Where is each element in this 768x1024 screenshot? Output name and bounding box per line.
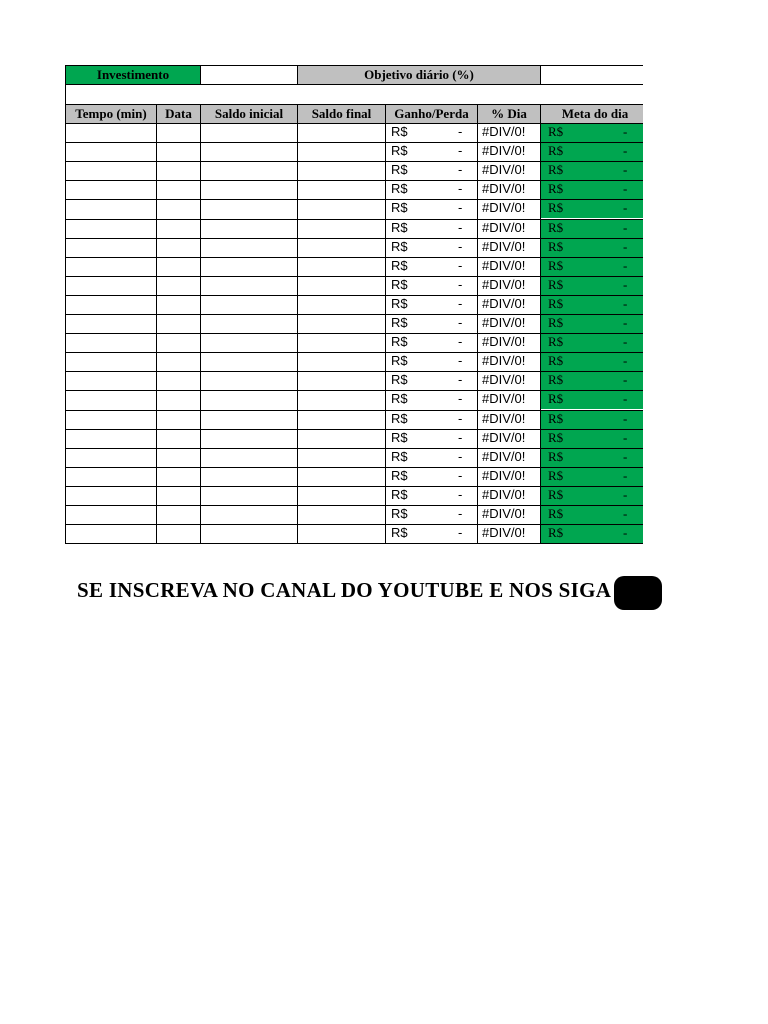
saldo-inicial-cell[interactable]	[200, 123, 297, 142]
meta-value: -	[623, 467, 628, 483]
grid-row-line	[65, 410, 643, 411]
saldo-final-cell[interactable]	[297, 219, 385, 238]
header-ganho-perda: Ganho/Perda	[385, 104, 478, 124]
grid-row-line	[65, 142, 643, 143]
meta-currency: R$	[548, 181, 564, 197]
tempo-cell[interactable]	[65, 448, 156, 467]
ganho-currency: R$	[391, 162, 408, 178]
tempo-cell[interactable]	[65, 505, 156, 524]
percent-dia-value: #DIV/0!	[482, 506, 526, 521]
meta-currency: R$	[548, 200, 564, 216]
objetivo-label: Objetivo diário (%)	[297, 65, 541, 85]
grid-row-line	[65, 505, 643, 506]
data-cell[interactable]	[156, 524, 200, 543]
saldo-final-cell[interactable]	[297, 410, 385, 429]
saldo-final-cell[interactable]	[297, 276, 385, 295]
ganho-currency: R$	[391, 315, 408, 330]
ganho-value: -	[458, 181, 463, 197]
saldo-inicial-cell[interactable]	[200, 238, 297, 257]
ganho-currency: R$	[391, 257, 408, 273]
percent-dia-value: #DIV/0!	[482, 429, 526, 445]
meta-value: -	[623, 162, 628, 178]
data-cell[interactable]	[156, 314, 200, 333]
ganho-value: -	[458, 124, 463, 139]
ganho-value: -	[458, 372, 463, 388]
meta-value: -	[623, 372, 628, 388]
saldo-inicial-cell[interactable]	[200, 390, 297, 409]
tempo-cell[interactable]	[65, 371, 156, 390]
meta-currency: R$	[548, 257, 564, 273]
meta-currency: R$	[548, 429, 564, 445]
tempo-cell[interactable]	[65, 276, 156, 295]
grid-row-line	[65, 180, 643, 181]
meta-value: -	[623, 315, 628, 330]
saldo-inicial-cell[interactable]	[200, 371, 297, 390]
ganho-currency: R$	[391, 486, 408, 502]
percent-dia-value: #DIV/0!	[482, 486, 526, 502]
grid-row-line	[65, 448, 643, 449]
percent-dia-value: #DIV/0!	[482, 410, 526, 426]
saldo-inicial-cell[interactable]	[200, 199, 297, 218]
ganho-value: -	[458, 448, 463, 464]
percent-dia-value: #DIV/0!	[482, 143, 526, 159]
saldo-inicial-cell[interactable]	[200, 410, 297, 429]
meta-currency: R$	[548, 238, 564, 254]
saldo-inicial-cell[interactable]	[200, 429, 297, 448]
meta-currency: R$	[548, 295, 564, 311]
percent-dia-value: #DIV/0!	[482, 315, 526, 330]
saldo-final-cell[interactable]	[297, 257, 385, 276]
spacer-left-border	[65, 84, 66, 105]
percent-dia-value: #DIV/0!	[482, 391, 526, 407]
percent-dia-value: #DIV/0!	[482, 124, 526, 139]
header-data: Data	[156, 104, 201, 124]
saldo-final-cell[interactable]	[297, 295, 385, 314]
saldo-inicial-cell[interactable]	[200, 524, 297, 543]
saldo-inicial-cell[interactable]	[200, 257, 297, 276]
ganho-value: -	[458, 276, 463, 292]
header-saldo-final: Saldo final	[297, 104, 386, 124]
meta-value: -	[623, 391, 628, 407]
ganho-currency: R$	[391, 448, 408, 464]
saldo-final-cell[interactable]	[297, 238, 385, 257]
tempo-cell[interactable]	[65, 238, 156, 257]
tempo-cell[interactable]	[65, 410, 156, 429]
grid-row-line	[65, 123, 643, 124]
meta-currency: R$	[548, 219, 564, 235]
meta-value: -	[623, 200, 628, 216]
tempo-cell[interactable]	[65, 333, 156, 352]
ganho-currency: R$	[391, 219, 408, 235]
meta-currency: R$	[548, 162, 564, 178]
data-cell[interactable]	[156, 142, 200, 161]
data-cell[interactable]	[156, 352, 200, 371]
meta-value: -	[623, 486, 628, 502]
ganho-currency: R$	[391, 467, 408, 483]
tempo-cell[interactable]	[65, 295, 156, 314]
meta-value: -	[623, 238, 628, 254]
meta-value: -	[623, 181, 628, 197]
data-cell[interactable]	[156, 448, 200, 467]
percent-dia-value: #DIV/0!	[482, 334, 526, 350]
ganho-value: -	[458, 467, 463, 483]
ganho-value: -	[458, 315, 463, 330]
data-cell[interactable]	[156, 467, 200, 486]
ganho-currency: R$	[391, 295, 408, 311]
saldo-final-cell[interactable]	[297, 333, 385, 352]
meta-currency: R$	[548, 276, 564, 292]
header-meta-do-dia: Meta do dia	[540, 104, 643, 124]
ganho-value: -	[458, 219, 463, 235]
saldo-inicial-cell[interactable]	[200, 352, 297, 371]
meta-currency: R$	[548, 525, 564, 541]
saldo-inicial-cell[interactable]	[200, 180, 297, 199]
saldo-inicial-cell[interactable]	[200, 142, 297, 161]
saldo-final-cell[interactable]	[297, 161, 385, 180]
grid-row-line	[65, 199, 643, 200]
data-cell[interactable]	[156, 276, 200, 295]
tempo-cell[interactable]	[65, 142, 156, 161]
data-cell[interactable]	[156, 333, 200, 352]
data-cell[interactable]	[156, 295, 200, 314]
subscribe-banner: SE INSCREVA NO CANAL DO YOUTUBE E NOS SIGA	[77, 578, 612, 602]
header-percent-dia: % Dia	[477, 104, 541, 124]
ganho-value: -	[458, 238, 463, 254]
header-saldo-inicial: Saldo inicial	[200, 104, 298, 124]
tempo-cell[interactable]	[65, 352, 156, 371]
tempo-cell[interactable]	[65, 467, 156, 486]
grid-row-line	[65, 371, 643, 372]
grid-row-line	[65, 543, 643, 544]
meta-currency: R$	[548, 506, 564, 521]
saldo-inicial-cell[interactable]	[200, 333, 297, 352]
ganho-currency: R$	[391, 353, 408, 369]
saldo-inicial-cell[interactable]	[200, 219, 297, 238]
percent-dia-value: #DIV/0!	[482, 448, 526, 464]
meta-currency: R$	[548, 334, 564, 350]
meta-currency: R$	[548, 467, 564, 483]
data-cell[interactable]	[156, 123, 200, 142]
ganho-currency: R$	[391, 124, 408, 139]
grid-row-line	[65, 390, 643, 391]
ganho-currency: R$	[391, 391, 408, 407]
saldo-final-cell[interactable]	[297, 505, 385, 524]
percent-dia-value: #DIV/0!	[482, 467, 526, 483]
saldo-inicial-cell[interactable]	[200, 486, 297, 505]
meta-currency: R$	[548, 448, 564, 464]
tempo-cell[interactable]	[65, 199, 156, 218]
meta-value: -	[623, 334, 628, 350]
meta-value: -	[623, 219, 628, 235]
ganho-currency: R$	[391, 181, 408, 197]
ganho-value: -	[458, 429, 463, 445]
saldo-final-cell[interactable]	[297, 524, 385, 543]
tempo-cell[interactable]	[65, 257, 156, 276]
meta-value: -	[623, 143, 628, 159]
grid-col-line	[156, 123, 157, 544]
percent-dia-value: #DIV/0!	[482, 525, 526, 541]
grid-row-line	[65, 429, 643, 430]
meta-currency: R$	[548, 124, 564, 139]
percent-dia-value: #DIV/0!	[482, 257, 526, 273]
meta-value: -	[623, 353, 628, 369]
meta-currency: R$	[548, 315, 564, 330]
ganho-value: -	[458, 410, 463, 426]
grid-row-line	[65, 238, 643, 239]
data-cell[interactable]	[156, 219, 200, 238]
tempo-cell[interactable]	[65, 486, 156, 505]
percent-dia-value: #DIV/0!	[482, 238, 526, 254]
tempo-cell[interactable]	[65, 161, 156, 180]
saldo-final-cell[interactable]	[297, 199, 385, 218]
ganho-currency: R$	[391, 143, 408, 159]
grid-col-line	[385, 123, 386, 544]
saldo-final-cell[interactable]	[297, 142, 385, 161]
youtube-icon[interactable]	[614, 576, 662, 610]
grid-col-line	[65, 123, 66, 544]
tempo-cell[interactable]	[65, 429, 156, 448]
grid-row-line	[65, 161, 643, 162]
saldo-inicial-cell[interactable]	[200, 448, 297, 467]
meta-currency: R$	[548, 143, 564, 159]
tempo-cell[interactable]	[65, 123, 156, 142]
ganho-value: -	[458, 143, 463, 159]
meta-value: -	[623, 410, 628, 426]
percent-dia-value: #DIV/0!	[482, 372, 526, 388]
grid-row-line	[65, 314, 643, 315]
meta-value: -	[623, 257, 628, 273]
grid-row-line	[65, 486, 643, 487]
saldo-final-cell[interactable]	[297, 448, 385, 467]
data-cell[interactable]	[156, 410, 200, 429]
ganho-value: -	[458, 257, 463, 273]
tempo-cell[interactable]	[65, 390, 156, 409]
ganho-currency: R$	[391, 525, 408, 541]
tempo-cell[interactable]	[65, 180, 156, 199]
meta-currency: R$	[548, 486, 564, 502]
saldo-final-cell[interactable]	[297, 467, 385, 486]
saldo-final-cell[interactable]	[297, 429, 385, 448]
saldo-final-cell[interactable]	[297, 314, 385, 333]
data-cell[interactable]	[156, 505, 200, 524]
saldo-inicial-cell[interactable]	[200, 314, 297, 333]
grid-row-line	[65, 257, 643, 258]
meta-currency: R$	[548, 410, 564, 426]
meta-value: -	[623, 448, 628, 464]
ganho-currency: R$	[391, 334, 408, 350]
ganho-value: -	[458, 162, 463, 178]
meta-value: -	[623, 295, 628, 311]
ganho-value: -	[458, 486, 463, 502]
ganho-value: -	[458, 334, 463, 350]
meta-value: -	[623, 429, 628, 445]
meta-currency: R$	[548, 353, 564, 369]
percent-dia-value: #DIV/0!	[482, 181, 526, 197]
ganho-currency: R$	[391, 276, 408, 292]
grid-col-line	[540, 123, 541, 544]
ganho-value: -	[458, 525, 463, 541]
grid-row-line	[65, 467, 643, 468]
data-cell[interactable]	[156, 161, 200, 180]
saldo-final-cell[interactable]	[297, 486, 385, 505]
investimento-label: Investimento	[65, 65, 201, 85]
tempo-cell[interactable]	[65, 524, 156, 543]
meta-value: -	[623, 525, 628, 541]
ganho-currency: R$	[391, 372, 408, 388]
header-tempo: Tempo (min)	[65, 104, 157, 124]
meta-value: -	[623, 506, 628, 521]
ganho-currency: R$	[391, 410, 408, 426]
saldo-inicial-cell[interactable]	[200, 295, 297, 314]
saldo-final-cell[interactable]	[297, 390, 385, 409]
grid-row-line	[65, 295, 643, 296]
tempo-cell[interactable]	[65, 314, 156, 333]
ganho-currency: R$	[391, 238, 408, 254]
grid-row-line	[65, 276, 643, 277]
objetivo-input[interactable]	[540, 65, 643, 85]
ganho-value: -	[458, 506, 463, 521]
ganho-currency: R$	[391, 429, 408, 445]
saldo-inicial-cell[interactable]	[200, 161, 297, 180]
saldo-inicial-cell[interactable]	[200, 505, 297, 524]
saldo-final-cell[interactable]	[297, 352, 385, 371]
saldo-inicial-cell[interactable]	[200, 467, 297, 486]
data-cell[interactable]	[156, 238, 200, 257]
saldo-final-cell[interactable]	[297, 180, 385, 199]
data-cell[interactable]	[156, 257, 200, 276]
percent-dia-value: #DIV/0!	[482, 276, 526, 292]
tempo-cell[interactable]	[65, 219, 156, 238]
data-cell[interactable]	[156, 371, 200, 390]
percent-dia-value: #DIV/0!	[482, 200, 526, 216]
grid-row-line	[65, 333, 643, 334]
ganho-currency: R$	[391, 506, 408, 521]
ganho-value: -	[458, 200, 463, 216]
percent-dia-value: #DIV/0!	[482, 219, 526, 235]
grid-row-line	[65, 352, 643, 353]
percent-dia-value: #DIV/0!	[482, 353, 526, 369]
data-cell[interactable]	[156, 486, 200, 505]
data-cell[interactable]	[156, 390, 200, 409]
investimento-input[interactable]	[200, 65, 298, 85]
percent-dia-value: #DIV/0!	[482, 162, 526, 178]
meta-value: -	[623, 276, 628, 292]
ganho-currency: R$	[391, 200, 408, 216]
grid-row-line	[65, 219, 643, 220]
saldo-final-cell[interactable]	[297, 123, 385, 142]
data-cell[interactable]	[156, 199, 200, 218]
meta-currency: R$	[548, 391, 564, 407]
ganho-value: -	[458, 295, 463, 311]
meta-currency: R$	[548, 372, 564, 388]
meta-value: -	[623, 124, 628, 139]
data-cell[interactable]	[156, 429, 200, 448]
grid-row-line	[65, 524, 643, 525]
grid-col-line	[477, 123, 478, 544]
grid-col-line	[297, 123, 298, 544]
saldo-final-cell[interactable]	[297, 371, 385, 390]
data-cell[interactable]	[156, 180, 200, 199]
percent-dia-value: #DIV/0!	[482, 295, 526, 311]
grid-col-line	[200, 123, 201, 544]
ganho-value: -	[458, 391, 463, 407]
saldo-inicial-cell[interactable]	[200, 276, 297, 295]
ganho-value: -	[458, 353, 463, 369]
